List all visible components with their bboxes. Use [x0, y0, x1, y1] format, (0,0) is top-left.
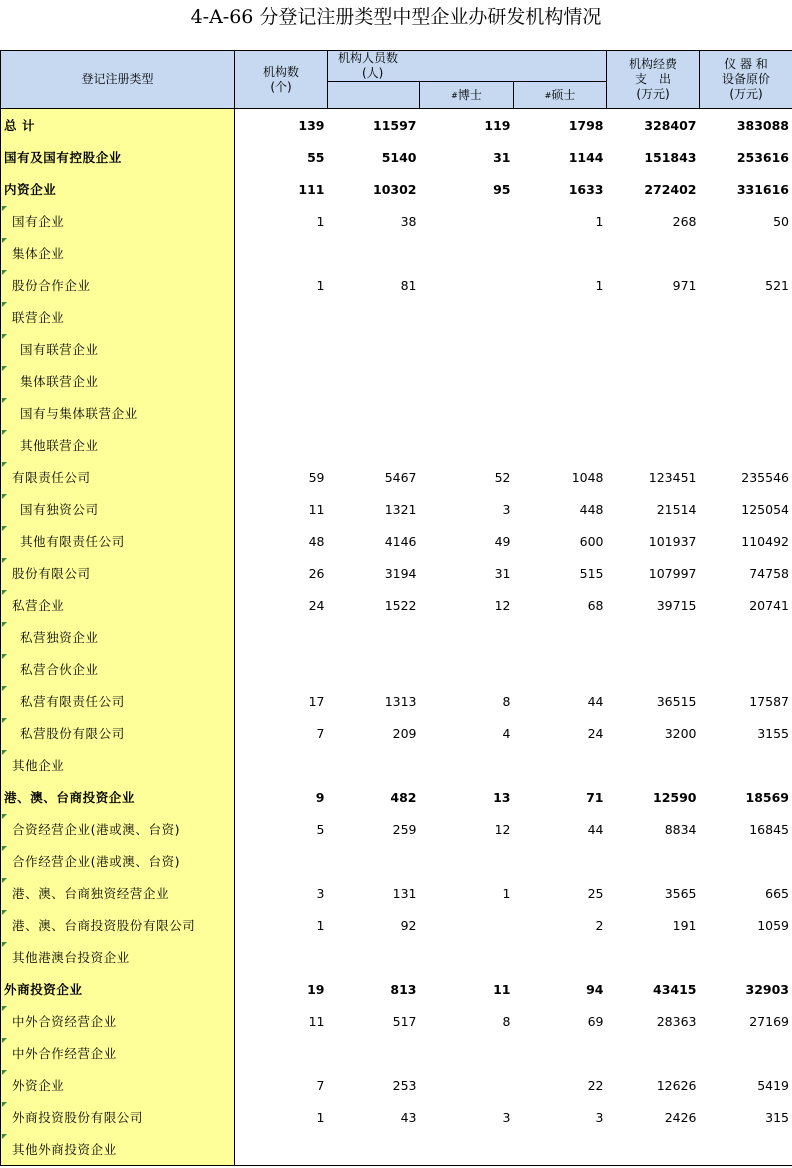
row-label: 国有及国有控股企业 [1, 141, 235, 173]
row-label: 集体联营企业 [1, 365, 235, 397]
cell-phd-count: 12 [494, 597, 511, 613]
row-label: 合作经营企业(港或澳、台资) [1, 845, 235, 877]
cell-phd-count: 1 [502, 885, 511, 901]
cell-equipment-value: 1059 [700, 909, 792, 941]
cell-expense [607, 397, 700, 429]
cell-phd-count: 3 [502, 1109, 511, 1125]
cell-equipment-value: 16845 [700, 813, 792, 845]
cell-inst-count [235, 1133, 328, 1166]
cell-expense: 107997 [648, 565, 697, 581]
cell-expense: 971 [672, 277, 697, 293]
row-label: 有限责任公司 [1, 461, 235, 493]
cell-staff-count: 5467 [384, 469, 417, 485]
cell-staff-count: 10302 [373, 181, 417, 197]
row-label: 私营股份有限公司 [1, 717, 235, 749]
table-row [1, 749, 792, 781]
cell-inst-count [235, 845, 328, 877]
table-row [1, 173, 792, 205]
cell-master-count: 1 [595, 213, 604, 229]
header-phd [420, 82, 514, 109]
table-row [1, 557, 792, 589]
cell-phd-count [420, 845, 514, 877]
cell-phd-count: 8 [502, 693, 511, 709]
row-label: 中外合资经营企业 [1, 1005, 235, 1037]
cell-expense: 36515 [656, 693, 697, 709]
cell-staff-count: 5140 [381, 149, 417, 165]
cell-inst-count: 111 [298, 181, 325, 197]
row-label: 国有与集体联营企业 [1, 397, 235, 429]
cell-expense [607, 941, 700, 973]
header-expense [607, 51, 700, 109]
row-label: 港、澳、台商投资企业 [1, 781, 235, 813]
cell-equipment-value: 110492 [700, 525, 792, 557]
table-row [1, 653, 792, 685]
cell-phd-count: 4 [502, 725, 511, 741]
cell-expense [607, 365, 700, 397]
cell-master-count [514, 621, 607, 653]
cell-phd-count: 52 [494, 469, 511, 485]
cell-master-count: 1 [595, 277, 604, 293]
cell-staff-count [328, 429, 420, 461]
cell-staff-count [328, 301, 420, 333]
cell-phd-count [420, 205, 514, 237]
row-label: 股份有限公司 [1, 557, 235, 589]
cell-inst-count: 7 [316, 1077, 325, 1093]
cell-phd-count [420, 1037, 514, 1069]
table-row [1, 1005, 792, 1037]
cell-phd-count: 12 [494, 821, 511, 837]
cell-inst-count: 11 [308, 501, 325, 517]
cell-expense: 3565 [664, 885, 697, 901]
table-row [1, 973, 792, 1005]
header-inst-count-unit: (个) [270, 79, 292, 94]
row-label: 其他联营企业 [1, 429, 235, 461]
cell-staff-count: 43 [400, 1109, 417, 1125]
table-row [1, 333, 792, 365]
table-header [1, 51, 792, 109]
header-staff [328, 51, 607, 82]
row-label: 外资企业 [1, 1069, 235, 1101]
cell-staff-count [328, 1037, 420, 1069]
row-label: 国有联营企业 [1, 333, 235, 365]
row-label: 私营有限责任公司 [1, 685, 235, 717]
header-equipment-sub: 设备原价 [721, 72, 770, 86]
cell-master-count [514, 333, 607, 365]
cell-equipment-value [700, 429, 792, 461]
cell-master-count: 1633 [568, 181, 604, 197]
cell-expense: 28363 [656, 1013, 697, 1029]
cell-master-count: 1144 [568, 149, 604, 165]
cell-expense [607, 333, 700, 365]
cell-expense: 123451 [648, 469, 697, 485]
cell-master-count: 68 [587, 597, 604, 613]
cell-inst-count [235, 301, 328, 333]
cell-master-count: 71 [586, 789, 604, 805]
cell-inst-count: 26 [308, 565, 325, 581]
cell-staff-count: 813 [390, 981, 417, 997]
cell-equipment-value: 521 [700, 269, 792, 301]
cell-equipment-value [700, 653, 792, 685]
row-label: 其他有限责任公司 [1, 525, 235, 557]
cell-inst-count: 1 [316, 917, 325, 933]
cell-equipment-value: 331616 [700, 173, 792, 205]
cell-staff-count: 209 [392, 725, 417, 741]
header-expense-sub: 支 出 [634, 72, 671, 86]
cell-master-count [514, 301, 607, 333]
table-row [1, 877, 792, 909]
header-master-mark: # [544, 90, 552, 100]
cell-inst-count: 5 [316, 821, 325, 837]
cell-equipment-value [700, 941, 792, 973]
table-row [1, 301, 792, 333]
header-equipment [700, 51, 792, 109]
cell-inst-count [235, 429, 328, 461]
cell-equipment-value: 32903 [700, 973, 792, 1005]
cell-staff-count [328, 845, 420, 877]
cell-expense [607, 1133, 700, 1166]
cell-expense: 8834 [664, 821, 697, 837]
header-equipment-label: 仪 器 和 [724, 57, 768, 71]
cell-master-count [514, 749, 607, 781]
cell-inst-count [235, 237, 328, 269]
cell-staff-count [328, 749, 420, 781]
cell-equipment-value: 5419 [700, 1069, 792, 1101]
row-label: 股份合作企业 [1, 269, 235, 301]
cell-expense [607, 653, 700, 685]
cell-phd-count [420, 301, 514, 333]
cell-inst-count: 139 [298, 117, 325, 133]
header-inst-count-label: 机构数 [262, 64, 299, 79]
table-row [1, 621, 792, 653]
table-row [1, 109, 792, 142]
cell-inst-count: 1 [316, 277, 325, 293]
cell-inst-count [235, 749, 328, 781]
cell-expense [607, 845, 700, 877]
cell-staff-count: 92 [400, 917, 417, 933]
cell-staff-count: 11597 [373, 117, 417, 133]
cell-phd-count: 3 [502, 501, 511, 517]
cell-master-count: 44 [587, 821, 604, 837]
cell-equipment-value: 383088 [700, 109, 792, 142]
cell-staff-count [328, 621, 420, 653]
header-staff-unit: (人) [362, 66, 384, 80]
cell-master-count [514, 1037, 607, 1069]
cell-inst-count [235, 365, 328, 397]
table-row [1, 269, 792, 301]
cell-master-count: 600 [579, 533, 604, 549]
table-row [1, 941, 792, 973]
cell-equipment-value [700, 1133, 792, 1166]
table-row [1, 525, 792, 557]
table-row [1, 429, 792, 461]
cell-staff-count: 1321 [384, 501, 417, 517]
cell-master-count [514, 237, 607, 269]
cell-phd-count [420, 365, 514, 397]
cell-expense: 39715 [656, 597, 697, 613]
cell-phd-count [420, 653, 514, 685]
cell-staff-count [328, 333, 420, 365]
table-row [1, 909, 792, 941]
header-staff-label: 机构人员数 [338, 51, 399, 65]
table-row [1, 685, 792, 717]
row-label: 联营企业 [1, 301, 235, 333]
cell-inst-count: 48 [308, 533, 325, 549]
cell-equipment-value: 17587 [700, 685, 792, 717]
cell-expense: 101937 [648, 533, 697, 549]
cell-inst-count [235, 1037, 328, 1069]
table-row [1, 781, 792, 813]
cell-master-count [514, 1133, 607, 1166]
table-row [1, 813, 792, 845]
cell-master-count: 1048 [571, 469, 604, 485]
table-row [1, 717, 792, 749]
cell-equipment-value: 125054 [700, 493, 792, 525]
cell-master-count: 3 [595, 1109, 604, 1125]
cell-equipment-value [700, 397, 792, 429]
row-label: 其他外商投资企业 [1, 1133, 235, 1166]
cell-inst-count [235, 941, 328, 973]
cell-inst-count: 9 [315, 789, 325, 805]
cell-phd-count: 31 [494, 565, 511, 581]
cell-staff-count: 1313 [384, 693, 417, 709]
cell-phd-count [420, 269, 514, 301]
cell-staff-count [328, 397, 420, 429]
cell-staff-count [328, 365, 420, 397]
cell-master-count [514, 365, 607, 397]
cell-expense: 43415 [653, 981, 697, 997]
cell-phd-count [420, 1133, 514, 1166]
cell-staff-count [328, 941, 420, 973]
cell-inst-count: 19 [307, 981, 325, 997]
cell-expense [607, 237, 700, 269]
cell-expense: 328407 [644, 117, 697, 133]
cell-staff-count: 131 [392, 885, 417, 901]
cell-inst-count: 7 [316, 725, 325, 741]
cell-phd-count: 95 [493, 181, 511, 197]
row-label: 内资企业 [1, 173, 235, 205]
header-master-label: 硕士 [551, 87, 576, 102]
table-row [1, 589, 792, 621]
header-inst-count [235, 51, 328, 109]
cell-equipment-value: 665 [700, 877, 792, 909]
row-label: 国有独资公司 [1, 493, 235, 525]
cell-phd-count: 11 [493, 981, 511, 997]
cell-expense: 12590 [653, 789, 697, 805]
cell-expense: 268 [672, 213, 697, 229]
row-label: 其他企业 [1, 749, 235, 781]
row-label: 其他港澳台投资企业 [1, 941, 235, 973]
table-row [1, 493, 792, 525]
cell-equipment-value: 18569 [700, 781, 792, 813]
cell-master-count [514, 653, 607, 685]
cell-inst-count: 1 [316, 1109, 325, 1125]
cell-equipment-value: 235546 [700, 461, 792, 493]
cell-inst-count: 55 [307, 149, 325, 165]
cell-master-count: 69 [587, 1013, 604, 1029]
cell-phd-count [420, 429, 514, 461]
row-label: 国有企业 [1, 205, 235, 237]
cell-master-count: 515 [579, 565, 604, 581]
row-label: 私营合伙企业 [1, 653, 235, 685]
cell-phd-count [420, 749, 514, 781]
header-type: 登记注册类型 [1, 51, 235, 109]
table-row [1, 365, 792, 397]
cell-equipment-value: 50 [700, 205, 792, 237]
cell-equipment-value [700, 365, 792, 397]
cell-expense [607, 301, 700, 333]
cell-equipment-value [700, 749, 792, 781]
cell-staff-count: 81 [400, 277, 417, 293]
cell-expense: 272402 [644, 181, 697, 197]
cell-master-count: 448 [579, 501, 604, 517]
cell-equipment-value [700, 237, 792, 269]
row-label: 外商投资股份有限公司 [1, 1101, 235, 1133]
cell-inst-count: 11 [308, 1013, 325, 1029]
page-title: 4-A-66 分登记注册类型中型企业办研发机构情况 [190, 6, 602, 28]
cell-staff-count: 517 [392, 1013, 417, 1029]
cell-phd-count [420, 621, 514, 653]
row-label: 私营独资企业 [1, 621, 235, 653]
cell-expense [607, 429, 700, 461]
cell-master-count: 25 [587, 885, 604, 901]
table-row [1, 205, 792, 237]
cell-master-count: 2 [595, 917, 604, 933]
cell-master-count [514, 941, 607, 973]
table-row [1, 397, 792, 429]
cell-staff-count: 253 [392, 1077, 417, 1093]
row-label: 港、澳、台商独资经营企业 [1, 877, 235, 909]
cell-equipment-value: 315 [700, 1101, 792, 1133]
cell-expense: 191 [672, 917, 697, 933]
header-phd-label: 博士 [457, 87, 482, 102]
header-phd-mark: # [451, 90, 458, 100]
cell-phd-count [420, 397, 514, 429]
row-label: 中外合作经营企业 [1, 1037, 235, 1069]
cell-staff-count: 3194 [384, 565, 417, 581]
cell-staff-count [328, 237, 420, 269]
cell-phd-count: 31 [493, 149, 511, 165]
cell-master-count [514, 429, 607, 461]
data-table [0, 50, 792, 1166]
cell-staff-count: 1522 [384, 597, 417, 613]
cell-expense [607, 1037, 700, 1069]
cell-equipment-value: 253616 [700, 141, 792, 173]
row-label: 私营企业 [1, 589, 235, 621]
cell-inst-count: 59 [308, 469, 325, 485]
table-row [1, 845, 792, 877]
cell-inst-count [235, 621, 328, 653]
cell-phd-count: 8 [502, 1013, 511, 1029]
cell-inst-count [235, 397, 328, 429]
cell-inst-count [235, 333, 328, 365]
cell-expense: 12626 [656, 1077, 697, 1093]
cell-equipment-value: 74758 [700, 557, 792, 589]
cell-inst-count: 3 [316, 885, 325, 901]
cell-staff-count: 482 [390, 789, 417, 805]
cell-equipment-value [700, 621, 792, 653]
cell-phd-count: 49 [494, 533, 511, 549]
table-body [1, 109, 792, 1166]
cell-phd-count: 119 [484, 117, 511, 133]
table-row [1, 1037, 792, 1069]
row-label: 外商投资企业 [1, 973, 235, 1005]
cell-master-count: 22 [587, 1077, 604, 1093]
cell-expense: 2426 [664, 1109, 697, 1125]
cell-equipment-value: 3155 [700, 717, 792, 749]
row-label: 港、澳、台商投资股份有限公司 [1, 909, 235, 941]
cell-equipment-value [700, 333, 792, 365]
cell-master-count: 44 [587, 693, 604, 709]
cell-phd-count [420, 333, 514, 365]
cell-equipment-value [700, 1037, 792, 1069]
cell-expense: 3200 [664, 725, 697, 741]
header-master [514, 82, 607, 109]
header-expense-unit: (万元) [636, 87, 670, 101]
header-staff-total-blank [328, 82, 420, 109]
cell-staff-count [328, 653, 420, 685]
table-row [1, 1069, 792, 1101]
cell-equipment-value [700, 301, 792, 333]
cell-expense [607, 621, 700, 653]
cell-phd-count [420, 909, 514, 941]
cell-staff-count [328, 1133, 420, 1166]
cell-master-count: 94 [586, 981, 604, 997]
table-row [1, 141, 792, 173]
cell-inst-count: 1 [316, 213, 325, 229]
cell-staff-count: 259 [392, 821, 417, 837]
cell-inst-count [235, 653, 328, 685]
cell-phd-count: 13 [493, 789, 511, 805]
cell-equipment-value [700, 845, 792, 877]
cell-equipment-value: 27169 [700, 1005, 792, 1037]
row-label: 总 计 [1, 109, 235, 142]
cell-expense [607, 749, 700, 781]
cell-master-count: 1798 [568, 117, 604, 133]
table-row [1, 461, 792, 493]
cell-expense: 21514 [656, 501, 697, 517]
table-row [1, 237, 792, 269]
cell-expense: 151843 [644, 149, 697, 165]
cell-phd-count [420, 237, 514, 269]
row-label: 集体企业 [1, 237, 235, 269]
cell-equipment-value: 20741 [700, 589, 792, 621]
cell-phd-count [420, 941, 514, 973]
cell-master-count [514, 397, 607, 429]
cell-staff-count: 38 [400, 213, 417, 229]
table-row [1, 1133, 792, 1166]
table-row [1, 1101, 792, 1133]
cell-master-count: 24 [587, 725, 604, 741]
header-equipment-unit: (万元) [729, 87, 763, 101]
cell-phd-count [420, 1069, 514, 1101]
cell-inst-count: 17 [308, 693, 325, 709]
cell-staff-count: 4146 [384, 533, 417, 549]
cell-master-count [514, 845, 607, 877]
header-expense-label: 机构经费 [628, 57, 677, 71]
cell-inst-count: 24 [308, 597, 325, 613]
row-label: 合资经营企业(港或澳、台资) [1, 813, 235, 845]
